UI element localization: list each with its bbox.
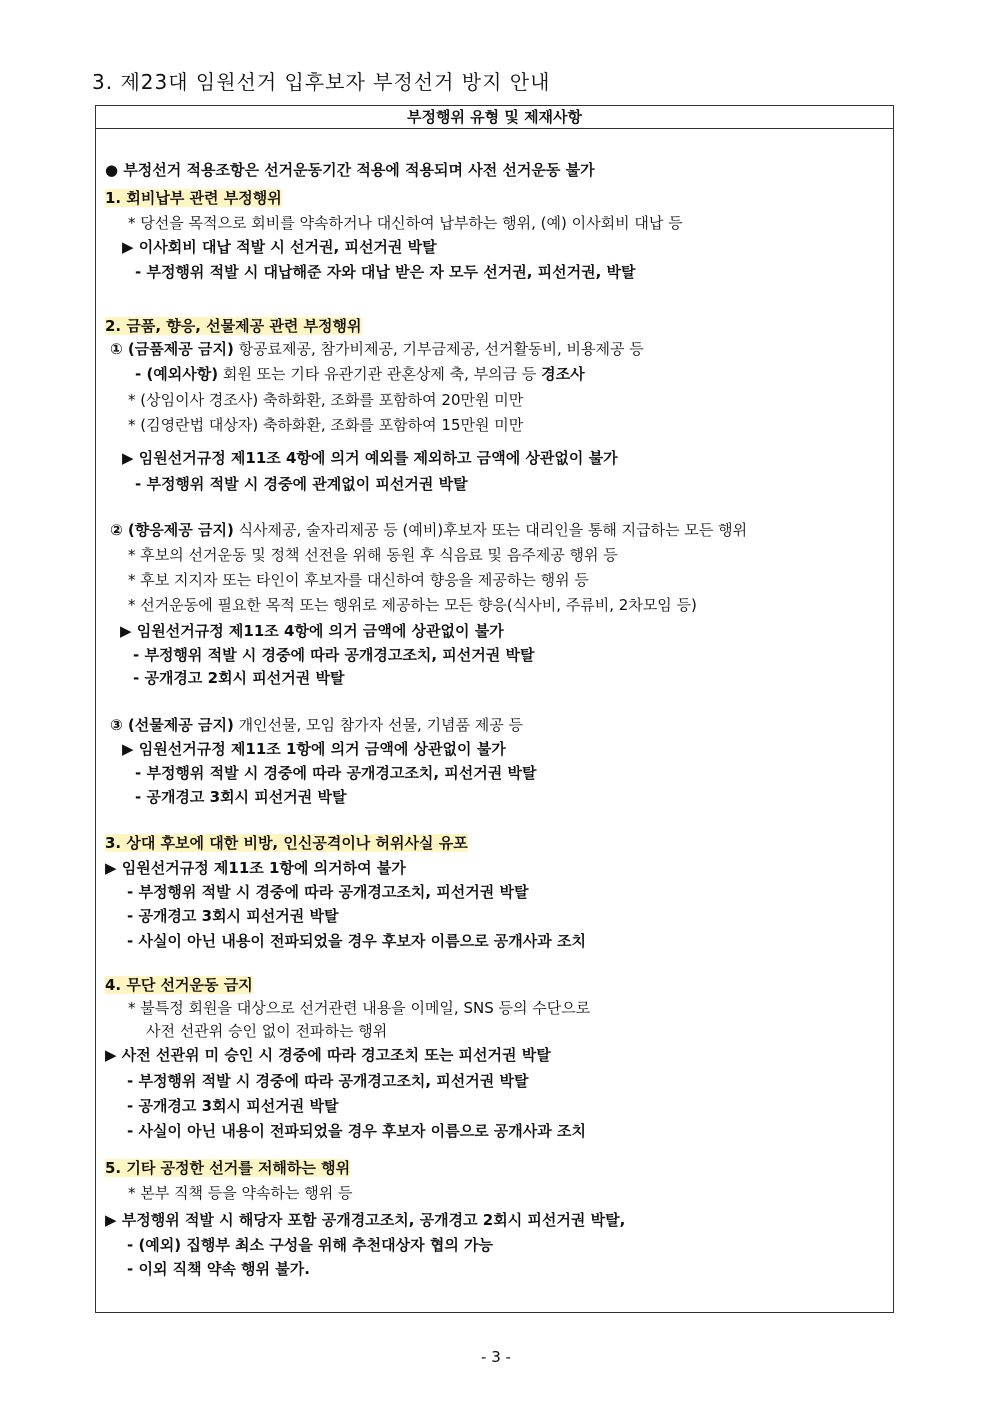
table-header: 부정행위 유형 및 제재사항 [96, 106, 893, 129]
exception [135, 364, 585, 384]
page-number: - 3 - [481, 1348, 511, 1366]
item-cash [110, 339, 644, 359]
note: 사전 선관위 승인 없이 전파하는 행위 [146, 1022, 388, 1040]
item-text: 개인선물, 모임 참가자 선물, 기념품 제공 등 [233, 716, 524, 734]
page-title: 3. 제23대 임원선거 입후보자 부정선거 방지 안내 [92, 70, 551, 94]
item-hospitality [110, 520, 747, 540]
sub-item: - 이외 직책 약속 행위 불가. [127, 1260, 310, 1278]
section-1-heading: 1. 회비납부 관련 부정행위 [105, 189, 282, 207]
item-label: ② (향응제공 금지) [110, 521, 234, 539]
sub-item: - 부정행위 적발 시 경중에 따라 공개경고조치, 피선거권 박탈 [133, 646, 535, 664]
sub-item: - 공개경고 3회시 피선거권 박탈 [127, 907, 339, 925]
note: * 불특정 회원을 대상으로 선거관련 내용을 이메일, SNS 등의 수단으로 [128, 999, 591, 1017]
rule: ▶ 임원선거규정 제11조 4항에 의거 예외를 제외하고 금액에 상관없이 불가 [122, 449, 618, 467]
sub-item: - 부정행위 적발 시 경중에 따라 공개경고조치, 피선거권 박탈 [127, 1072, 529, 1090]
rule: ▶ 임원선거규정 제11조 1항에 의거하여 불가 [105, 859, 406, 877]
item-label: ① (금품제공 금지) [110, 340, 234, 358]
exception-text: 회원 또는 기타 유관기관 관혼상제 축, 부의금 등 [218, 365, 542, 383]
rule: ▶ 임원선거규정 제11조 1항에 의거 금액에 상관없이 불가 [122, 740, 506, 758]
intro-line: ● 부정선거 적용조항은 선거운동기간 적용에 적용되며 사전 선거운동 불가 [105, 161, 595, 179]
exception-bold: 경조사 [541, 365, 585, 383]
sub-item: - 부정행위 적발 시 대납해준 자와 대납 받은 자 모두 선거권, 피선거권, 박탈 [135, 263, 636, 281]
sub-item: - 공개경고 2회시 피선거권 박탈 [133, 669, 345, 687]
note: * (김영란법 대상자) 축하화환, 조화를 포함하여 15만원 미만 [128, 416, 524, 434]
item-label: ③ (선물제공 금지) [110, 716, 234, 734]
section-2-heading: 2. 금품, 향응, 선물제공 관련 부정행위 [105, 317, 362, 335]
sub-item: - 사실이 아닌 내용이 전파되었을 경우 후보자 이름으로 공개사과 조치 [127, 1122, 586, 1140]
note: * 본부 직책 등을 약속하는 행위 등 [128, 1184, 353, 1202]
exception-label: - (예외사항) [135, 365, 219, 383]
note: * (상임이사 경조사) 축하화환, 조화를 포함하여 20만원 미만 [128, 391, 524, 409]
sub-item: - 부정행위 적발 시 경중에 따라 공개경고조치, 피선거권 박탈 [135, 764, 537, 782]
rule: ▶ 임원선거규정 제11조 4항에 의거 금액에 상관없이 불가 [120, 622, 504, 640]
sub-item: - (예외) 집행부 최소 구성을 위해 추천대상자 협의 가능 [127, 1236, 494, 1254]
rule: ▶ 사전 선관위 미 승인 시 경중에 따라 경고조치 또는 피선거권 박탈 [105, 1046, 551, 1064]
sub-item: - 부정행위 적발 시 경중에 관계없이 피선거권 박탈 [135, 475, 468, 493]
note: * 당선을 목적으로 회비를 약속하거나 대신하여 납부하는 행위, (예) 이사회비 대납 등 [128, 214, 683, 232]
note: * 선거운동에 필요한 목적 또는 행위로 제공하는 모든 향응(식사비, 주류비, 2차모임 등) [128, 596, 697, 614]
section-5-heading: 5. 기타 공정한 선거를 저해하는 행위 [105, 1159, 351, 1177]
item-gift [110, 715, 523, 735]
sub-item: - 부정행위 적발 시 경중에 따라 공개경고조치, 피선거권 박탈 [127, 883, 529, 901]
section-3-heading: 3. 상대 후보에 대한 비방, 인신공격이나 허위사실 유포 [105, 834, 468, 852]
note: * 후보 지지자 또는 타인이 후보자를 대신하여 향응을 제공하는 행위 등 [128, 571, 589, 589]
rule: ▶ 이사회비 대납 적발 시 선거권, 피선거권 박탈 [122, 238, 437, 256]
item-text: 항공료제공, 참가비제공, 기부금제공, 선거활동비, 비용제공 등 [233, 340, 644, 358]
rule: ▶ 부정행위 적발 시 해당자 포함 공개경고조치, 공개경고 2회시 피선거권 박탈, [105, 1211, 626, 1229]
item-text: 식사제공, 술자리제공 등 (예비)후보자 또는 대리인을 통해 지급하는 모든 행위 [233, 521, 748, 539]
sub-item: - 공개경고 3회시 피선거권 박탈 [135, 788, 347, 806]
section-4-heading: 4. 무단 선거운동 금지 [105, 976, 253, 994]
sub-item: - 사실이 아닌 내용이 전파되었을 경우 후보자 이름으로 공개사과 조치 [127, 932, 586, 950]
note: * 후보의 선거운동 및 정책 선전을 위해 동원 후 식음료 및 음주제공 행위 등 [128, 546, 618, 564]
sub-item: - 공개경고 3회시 피선거권 박탈 [127, 1097, 339, 1115]
